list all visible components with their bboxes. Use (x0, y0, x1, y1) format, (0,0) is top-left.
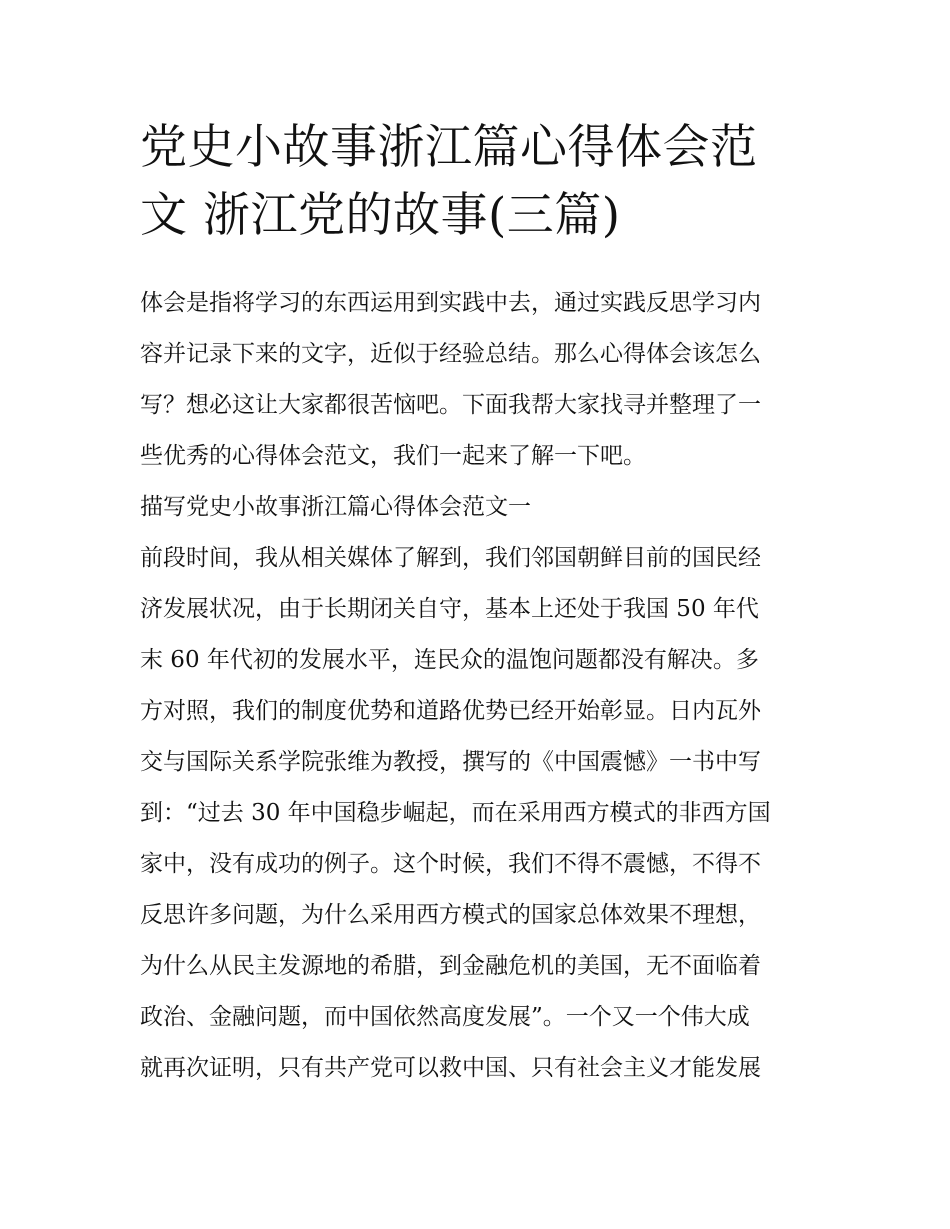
intro-paragraph-line: 体会是指将学习的东西运用到实践中去，通过实践反思学习内 (140, 290, 761, 316)
section-paragraph-line: 反思许多问题，为什么采用西方模式的国家总体效果不理想， (140, 902, 761, 928)
section-paragraph-line: 家中，没有成功的例子。这个时候，我们不得不震憾，不得不 (140, 851, 761, 877)
section-paragraph-line: 前段时间，我从相关媒体了解到，我们邻国朝鲜目前的国民经 (140, 545, 761, 571)
section-heading: 描写党史小故事浙江篇心得体会范文一 (140, 494, 531, 520)
section-paragraph-line: 就再次证明，只有共产党可以救中国、只有社会主义才能发展 (140, 1055, 761, 1081)
intro-paragraph-line: 容并记录下来的文字，近似于经验总结。那么心得体会该怎么 (140, 341, 761, 367)
title-line: 文 浙江党的故事(三篇) (140, 188, 621, 243)
title-line: 党史小故事浙江篇心得体会范 (140, 120, 758, 175)
section-paragraph-line: 政治、金融问题，而中国依然高度发展”。一个又一个伟大成 (140, 1004, 750, 1030)
document-title (140, 114, 820, 250)
section-paragraph-line: 方对照，我们的制度优势和道路优势已经开始彰显。日内瓦外 (140, 698, 761, 724)
section-paragraph-line: 交与国际关系学院张维为教授，撰写的《中国震憾》一书中写 (140, 749, 761, 775)
section-paragraph-line: 到：“过去 30 年中国稳步崛起，而在采用西方模式的非西方国 (140, 800, 771, 826)
section-paragraph-line: 末 60 年代初的发展水平，连民众的温饱问题都没有解决。多 (140, 647, 759, 673)
intro-paragraph-line: 些优秀的心得体会范文，我们一起来了解一下吧。 (140, 443, 646, 469)
intro-paragraph-line: 写？想必这让大家都很苦恼吧。下面我帮大家找寻并整理了一 (140, 392, 761, 418)
section-paragraph-line: 济发展状况，由于长期闭关自守，基本上还处于我国 50 年代 (140, 596, 759, 622)
document-body (140, 284, 820, 1087)
section-paragraph-line: 为什么从民主发源地的希腊，到金融危机的美国，无不面临着 (140, 953, 761, 979)
